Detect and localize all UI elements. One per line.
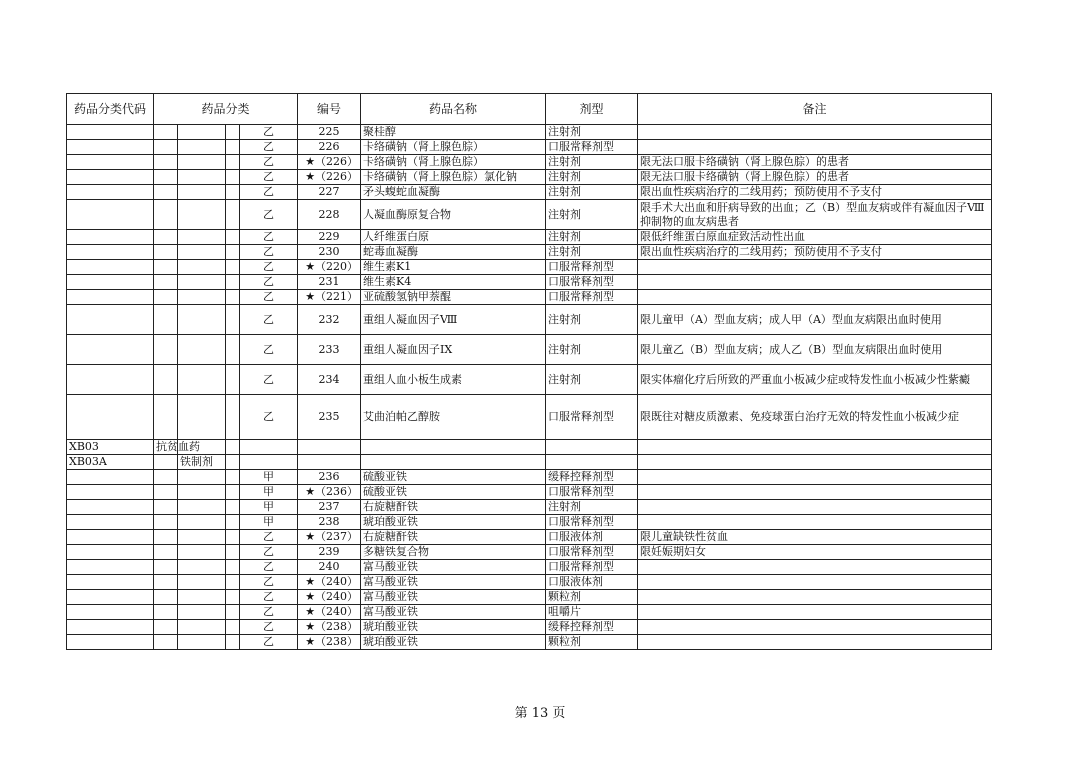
cell-number: ★（226） bbox=[298, 170, 361, 185]
cell-category-2 bbox=[178, 230, 226, 245]
cell-dosage-form: 口服常释剂型 bbox=[546, 275, 638, 290]
cell-remarks: 限儿童缺铁性贫血 bbox=[638, 530, 992, 545]
cell-category-1 bbox=[154, 185, 178, 200]
cell-number bbox=[298, 455, 361, 470]
cell-number: ★（237） bbox=[298, 530, 361, 545]
cell-drug-name: 硫酸亚铁 bbox=[361, 485, 546, 500]
header-code: 药品分类代码 bbox=[67, 94, 154, 125]
cell-drug-name: 人凝血酶原复合物 bbox=[361, 200, 546, 230]
cell-number: 227 bbox=[298, 185, 361, 200]
header-number: 编号 bbox=[298, 94, 361, 125]
cell-dosage-form: 注射剂 bbox=[546, 245, 638, 260]
cell-code: XB03A bbox=[67, 455, 154, 470]
cell-remarks bbox=[638, 485, 992, 500]
cell-category-1 bbox=[154, 395, 178, 440]
cell-type bbox=[240, 440, 298, 455]
cell-type: 甲 bbox=[240, 470, 298, 485]
cell-type: 甲 bbox=[240, 515, 298, 530]
cell-remarks bbox=[638, 575, 992, 590]
cell-category-2 bbox=[178, 365, 226, 395]
cell-drug-name: 卡络磺钠（肾上腺色腙） bbox=[361, 155, 546, 170]
cell-spacer bbox=[226, 245, 240, 260]
cell-type: 乙 bbox=[240, 395, 298, 440]
cell-category-1 bbox=[154, 620, 178, 635]
cell-category-1 bbox=[154, 530, 178, 545]
cell-category-2 bbox=[178, 530, 226, 545]
table-row bbox=[67, 605, 992, 620]
cell-category-2 bbox=[178, 605, 226, 620]
cell-number: 228 bbox=[298, 200, 361, 230]
page-number: 第 13 页 bbox=[514, 706, 566, 721]
table-row bbox=[67, 395, 992, 440]
cell-category-1 bbox=[154, 140, 178, 155]
table-row bbox=[67, 560, 992, 575]
cell-category-1 bbox=[154, 260, 178, 275]
cell-dosage-form: 注射剂 bbox=[546, 335, 638, 365]
cell-category-2 bbox=[178, 500, 226, 515]
cell-remarks bbox=[638, 440, 992, 455]
table-row bbox=[67, 485, 992, 500]
cell-drug-name: 琥珀酸亚铁 bbox=[361, 635, 546, 650]
cell-category-2 bbox=[178, 575, 226, 590]
cell-code bbox=[67, 485, 154, 500]
cell-number: 229 bbox=[298, 230, 361, 245]
cell-drug-name: 右旋糖酐铁 bbox=[361, 530, 546, 545]
cell-category-2 bbox=[178, 485, 226, 500]
cell-drug-name: 富马酸亚铁 bbox=[361, 605, 546, 620]
cell-category-2 bbox=[178, 155, 226, 170]
cell-remarks bbox=[638, 275, 992, 290]
cell-code bbox=[67, 575, 154, 590]
cell-remarks: 限儿童乙（B）型血友病；成人乙（B）型血友病限出血时使用 bbox=[638, 335, 992, 365]
cell-category-2 bbox=[178, 635, 226, 650]
cell-dosage-form: 注射剂 bbox=[546, 155, 638, 170]
cell-number: 230 bbox=[298, 245, 361, 260]
cell-dosage-form: 咀嚼片 bbox=[546, 605, 638, 620]
cell-code bbox=[67, 530, 154, 545]
cell-category-2 bbox=[178, 545, 226, 560]
cell-category-2 bbox=[178, 125, 226, 140]
cell-number: 240 bbox=[298, 560, 361, 575]
cell-spacer bbox=[226, 185, 240, 200]
cell-number: 238 bbox=[298, 515, 361, 530]
cell-number: ★（240） bbox=[298, 575, 361, 590]
cell-number: 231 bbox=[298, 275, 361, 290]
cell-type: 乙 bbox=[240, 530, 298, 545]
cell-spacer bbox=[226, 500, 240, 515]
cell-category-1 bbox=[154, 605, 178, 620]
table-row bbox=[67, 290, 992, 305]
cell-spacer bbox=[226, 305, 240, 335]
cell-number: ★（226） bbox=[298, 155, 361, 170]
cell-category-2 bbox=[178, 335, 226, 365]
cell-dosage-form: 缓释控释剂型 bbox=[546, 620, 638, 635]
cell-code bbox=[67, 185, 154, 200]
cell-remarks bbox=[638, 635, 992, 650]
cell-code bbox=[67, 635, 154, 650]
cell-dosage-form: 注射剂 bbox=[546, 185, 638, 200]
cell-type: 甲 bbox=[240, 500, 298, 515]
table-row bbox=[67, 500, 992, 515]
cell-category-2 bbox=[178, 470, 226, 485]
cell-code bbox=[67, 125, 154, 140]
cell-number: ★（238） bbox=[298, 635, 361, 650]
table-row bbox=[67, 275, 992, 290]
cell-category-1 bbox=[154, 590, 178, 605]
cell-category-1 bbox=[154, 245, 178, 260]
cell-category-1 bbox=[154, 335, 178, 365]
table-row bbox=[67, 455, 992, 470]
table-row bbox=[67, 545, 992, 560]
cell-code bbox=[67, 605, 154, 620]
table-row bbox=[67, 230, 992, 245]
cell-code bbox=[67, 200, 154, 230]
table-row bbox=[67, 125, 992, 140]
cell-category-1 bbox=[154, 170, 178, 185]
cell-category-1 bbox=[154, 455, 178, 470]
table-row bbox=[67, 590, 992, 605]
cell-number: 225 bbox=[298, 125, 361, 140]
cell-category-2 bbox=[178, 275, 226, 290]
cell-number: 236 bbox=[298, 470, 361, 485]
cell-code bbox=[67, 620, 154, 635]
cell-number: ★（221） bbox=[298, 290, 361, 305]
cell-dosage-form: 口服常释剂型 bbox=[546, 485, 638, 500]
table-row bbox=[67, 305, 992, 335]
cell-code bbox=[67, 245, 154, 260]
cell-drug-name bbox=[361, 455, 546, 470]
cell-drug-name: 维生素K1 bbox=[361, 260, 546, 275]
cell-spacer bbox=[226, 170, 240, 185]
cell-code bbox=[67, 365, 154, 395]
cell-type: 乙 bbox=[240, 155, 298, 170]
cell-drug-name: 硫酸亚铁 bbox=[361, 470, 546, 485]
cell-dosage-form bbox=[546, 440, 638, 455]
cell-category-2 bbox=[178, 620, 226, 635]
cell-remarks: 限妊娠期妇女 bbox=[638, 545, 992, 560]
cell-type: 乙 bbox=[240, 590, 298, 605]
cell-number: 239 bbox=[298, 545, 361, 560]
cell-number: ★（240） bbox=[298, 590, 361, 605]
cell-spacer bbox=[226, 395, 240, 440]
cell-drug-name: 矛头蝮蛇血凝酶 bbox=[361, 185, 546, 200]
cell-type: 乙 bbox=[240, 365, 298, 395]
cell-dosage-form: 口服常释剂型 bbox=[546, 560, 638, 575]
cell-remarks bbox=[638, 260, 992, 275]
cell-drug-name: 亚硫酸氢钠甲萘醌 bbox=[361, 290, 546, 305]
cell-dosage-form: 口服液体剂 bbox=[546, 575, 638, 590]
table-row bbox=[67, 200, 992, 230]
cell-remarks bbox=[638, 560, 992, 575]
header-row bbox=[67, 94, 992, 125]
table-row bbox=[67, 365, 992, 395]
cell-type: 甲 bbox=[240, 485, 298, 500]
cell-code bbox=[67, 590, 154, 605]
cell-drug-name: 琥珀酸亚铁 bbox=[361, 620, 546, 635]
table-row bbox=[67, 170, 992, 185]
table-body bbox=[67, 125, 992, 650]
cell-type: 乙 bbox=[240, 170, 298, 185]
cell-number: ★（240） bbox=[298, 605, 361, 620]
cell-category-1 bbox=[154, 155, 178, 170]
cell-category-1 bbox=[154, 365, 178, 395]
header-dosage-form: 剂型 bbox=[546, 94, 638, 125]
cell-category-2: 铁制剂 bbox=[178, 455, 226, 470]
cell-dosage-form: 注射剂 bbox=[546, 305, 638, 335]
cell-remarks bbox=[638, 140, 992, 155]
cell-remarks: 限出血性疾病治疗的二线用药；预防使用不予支付 bbox=[638, 245, 992, 260]
cell-category-2 bbox=[178, 590, 226, 605]
cell-number: 232 bbox=[298, 305, 361, 335]
table-row bbox=[67, 470, 992, 485]
cell-type: 乙 bbox=[240, 140, 298, 155]
cell-type: 乙 bbox=[240, 575, 298, 590]
header-category: 药品分类 bbox=[154, 94, 298, 125]
cell-number: ★（238） bbox=[298, 620, 361, 635]
cell-spacer bbox=[226, 335, 240, 365]
cell-dosage-form: 注射剂 bbox=[546, 230, 638, 245]
cell-type: 乙 bbox=[240, 545, 298, 560]
cell-category-1 bbox=[154, 275, 178, 290]
cell-code: XB03 bbox=[67, 440, 154, 455]
cell-drug-name: 人纤维蛋白原 bbox=[361, 230, 546, 245]
cell-remarks: 限低纤维蛋白原血症致活动性出血 bbox=[638, 230, 992, 245]
cell-spacer bbox=[226, 605, 240, 620]
cell-remarks bbox=[638, 290, 992, 305]
cell-remarks: 限出血性疾病治疗的二线用药；预防使用不予支付 bbox=[638, 185, 992, 200]
table-row bbox=[67, 530, 992, 545]
cell-category-2 bbox=[178, 395, 226, 440]
cell-code bbox=[67, 560, 154, 575]
cell-category-1 bbox=[154, 230, 178, 245]
cell-spacer bbox=[226, 515, 240, 530]
cell-category-2 bbox=[178, 515, 226, 530]
cell-code bbox=[67, 290, 154, 305]
cell-category-1 bbox=[154, 545, 178, 560]
table-row bbox=[67, 620, 992, 635]
table-row bbox=[67, 635, 992, 650]
cell-number: 226 bbox=[298, 140, 361, 155]
cell-spacer bbox=[226, 635, 240, 650]
cell-code bbox=[67, 545, 154, 560]
cell-number: 233 bbox=[298, 335, 361, 365]
cell-category-1 bbox=[154, 500, 178, 515]
cell-type: 乙 bbox=[240, 605, 298, 620]
cell-remarks bbox=[638, 470, 992, 485]
cell-remarks: 限手术大出血和肝病导致的出血；乙（B）型血友病或伴有凝血因子Ⅷ抑制物的血友病患者 bbox=[638, 200, 992, 230]
cell-category-1 bbox=[154, 125, 178, 140]
cell-drug-name: 右旋糖酐铁 bbox=[361, 500, 546, 515]
cell-drug-name: 维生素K4 bbox=[361, 275, 546, 290]
cell-drug-name: 富马酸亚铁 bbox=[361, 590, 546, 605]
cell-number: 234 bbox=[298, 365, 361, 395]
cell-dosage-form: 缓释控释剂型 bbox=[546, 470, 638, 485]
cell-spacer bbox=[226, 485, 240, 500]
cell-remarks bbox=[638, 620, 992, 635]
cell-category-1 bbox=[154, 485, 178, 500]
cell-category-1 bbox=[154, 515, 178, 530]
cell-type: 乙 bbox=[240, 125, 298, 140]
cell-spacer bbox=[226, 545, 240, 560]
cell-dosage-form: 口服常释剂型 bbox=[546, 260, 638, 275]
cell-category-1: 抗贫血药 bbox=[154, 440, 178, 455]
cell-remarks bbox=[638, 125, 992, 140]
cell-dosage-form: 口服常释剂型 bbox=[546, 395, 638, 440]
cell-code bbox=[67, 260, 154, 275]
cell-remarks bbox=[638, 455, 992, 470]
cell-dosage-form: 注射剂 bbox=[546, 500, 638, 515]
cell-category-2 bbox=[178, 290, 226, 305]
cell-spacer bbox=[226, 140, 240, 155]
cell-spacer bbox=[226, 365, 240, 395]
cell-category-1 bbox=[154, 200, 178, 230]
cell-type: 乙 bbox=[240, 305, 298, 335]
cell-remarks bbox=[638, 605, 992, 620]
cell-number: 237 bbox=[298, 500, 361, 515]
cell-remarks: 限无法口服卡络磺钠（肾上腺色腙）的患者 bbox=[638, 155, 992, 170]
cell-type: 乙 bbox=[240, 260, 298, 275]
cell-drug-name: 琥珀酸亚铁 bbox=[361, 515, 546, 530]
cell-remarks: 限实体瘤化疗后所致的严重血小板减少症或特发性血小板减少性紫癜 bbox=[638, 365, 992, 395]
cell-category-2 bbox=[178, 200, 226, 230]
cell-type: 乙 bbox=[240, 245, 298, 260]
cell-spacer bbox=[226, 470, 240, 485]
cell-drug-name: 重组人凝血因子Ⅷ bbox=[361, 305, 546, 335]
cell-category-1 bbox=[154, 290, 178, 305]
cell-code bbox=[67, 395, 154, 440]
header-drug-name: 药品名称 bbox=[361, 94, 546, 125]
cell-type: 乙 bbox=[240, 290, 298, 305]
table-row bbox=[67, 260, 992, 275]
cell-number: 235 bbox=[298, 395, 361, 440]
cell-category-2 bbox=[178, 260, 226, 275]
cell-spacer bbox=[226, 200, 240, 230]
table-row bbox=[67, 515, 992, 530]
cell-spacer bbox=[226, 455, 240, 470]
cell-drug-name: 聚桂醇 bbox=[361, 125, 546, 140]
cell-remarks: 限无法口服卡络磺钠（肾上腺色腙）的患者 bbox=[638, 170, 992, 185]
cell-type: 乙 bbox=[240, 635, 298, 650]
cell-code bbox=[67, 335, 154, 365]
cell-type bbox=[240, 455, 298, 470]
cell-category-1 bbox=[154, 470, 178, 485]
cell-remarks bbox=[638, 500, 992, 515]
cell-drug-name: 重组人血小板生成素 bbox=[361, 365, 546, 395]
header-remarks: 备注 bbox=[638, 94, 992, 125]
cell-dosage-form: 口服常释剂型 bbox=[546, 290, 638, 305]
cell-remarks bbox=[638, 515, 992, 530]
cell-code bbox=[67, 230, 154, 245]
cell-dosage-form: 注射剂 bbox=[546, 170, 638, 185]
cell-code bbox=[67, 515, 154, 530]
cell-code bbox=[67, 170, 154, 185]
cell-category-2 bbox=[178, 170, 226, 185]
cell-spacer bbox=[226, 260, 240, 275]
cell-type: 乙 bbox=[240, 560, 298, 575]
cell-number bbox=[298, 440, 361, 455]
cell-category-2 bbox=[178, 560, 226, 575]
cell-number: ★（236） bbox=[298, 485, 361, 500]
cell-dosage-form: 颗粒剂 bbox=[546, 590, 638, 605]
cell-dosage-form: 颗粒剂 bbox=[546, 635, 638, 650]
cell-drug-name bbox=[361, 440, 546, 455]
cell-remarks bbox=[638, 590, 992, 605]
cell-type: 乙 bbox=[240, 620, 298, 635]
cell-category-2 bbox=[178, 245, 226, 260]
table-row bbox=[67, 185, 992, 200]
table-row bbox=[67, 335, 992, 365]
cell-type: 乙 bbox=[240, 335, 298, 365]
cell-category-1 bbox=[154, 635, 178, 650]
cell-drug-name: 艾曲泊帕乙醇胺 bbox=[361, 395, 546, 440]
cell-code bbox=[67, 275, 154, 290]
cell-drug-name: 多糖铁复合物 bbox=[361, 545, 546, 560]
cell-spacer bbox=[226, 620, 240, 635]
cell-type: 乙 bbox=[240, 230, 298, 245]
cell-code bbox=[67, 305, 154, 335]
cell-type: 乙 bbox=[240, 185, 298, 200]
cell-category-1 bbox=[154, 305, 178, 335]
cell-spacer bbox=[226, 290, 240, 305]
cell-drug-name: 重组人凝血因子IX bbox=[361, 335, 546, 365]
cell-dosage-form: 注射剂 bbox=[546, 200, 638, 230]
cell-dosage-form bbox=[546, 455, 638, 470]
cell-category-1 bbox=[154, 575, 178, 590]
table-row bbox=[67, 155, 992, 170]
cell-number: ★（220） bbox=[298, 260, 361, 275]
table-row bbox=[67, 245, 992, 260]
cell-dosage-form: 口服液体剂 bbox=[546, 530, 638, 545]
cell-drug-name: 蛇毒血凝酶 bbox=[361, 245, 546, 260]
cell-category-2 bbox=[178, 140, 226, 155]
table-row bbox=[67, 140, 992, 155]
cell-spacer bbox=[226, 155, 240, 170]
cell-code bbox=[67, 500, 154, 515]
cell-remarks: 限既往对糖皮质激素、免疫球蛋白治疗无效的特发性血小板减少症 bbox=[638, 395, 992, 440]
cell-code bbox=[67, 140, 154, 155]
cell-category-2 bbox=[178, 185, 226, 200]
cell-code bbox=[67, 470, 154, 485]
cell-spacer bbox=[226, 125, 240, 140]
cell-spacer bbox=[226, 275, 240, 290]
cell-dosage-form: 注射剂 bbox=[546, 365, 638, 395]
table-row bbox=[67, 575, 992, 590]
cell-dosage-form: 口服常释剂型 bbox=[546, 545, 638, 560]
cell-drug-name: 卡络磺钠（肾上腺色腙） bbox=[361, 140, 546, 155]
cell-type: 乙 bbox=[240, 200, 298, 230]
cell-code bbox=[67, 155, 154, 170]
cell-drug-name: 富马酸亚铁 bbox=[361, 575, 546, 590]
cell-type: 乙 bbox=[240, 275, 298, 290]
cell-category-1 bbox=[154, 560, 178, 575]
cell-remarks: 限儿童甲（A）型血友病；成人甲（A）型血友病限出血时使用 bbox=[638, 305, 992, 335]
cell-spacer bbox=[226, 575, 240, 590]
cell-dosage-form: 口服常释剂型 bbox=[546, 515, 638, 530]
drug-catalog-table bbox=[66, 93, 992, 650]
cell-drug-name: 卡络磺钠（肾上腺色腙）氯化钠 bbox=[361, 170, 546, 185]
cell-category-2 bbox=[178, 305, 226, 335]
cell-spacer bbox=[226, 560, 240, 575]
cell-drug-name: 富马酸亚铁 bbox=[361, 560, 546, 575]
table-row bbox=[67, 440, 992, 455]
cell-dosage-form: 口服常释剂型 bbox=[546, 140, 638, 155]
cell-dosage-form: 注射剂 bbox=[546, 125, 638, 140]
cell-spacer bbox=[226, 530, 240, 545]
cell-spacer bbox=[226, 440, 240, 455]
cell-spacer bbox=[226, 230, 240, 245]
cell-spacer bbox=[226, 590, 240, 605]
